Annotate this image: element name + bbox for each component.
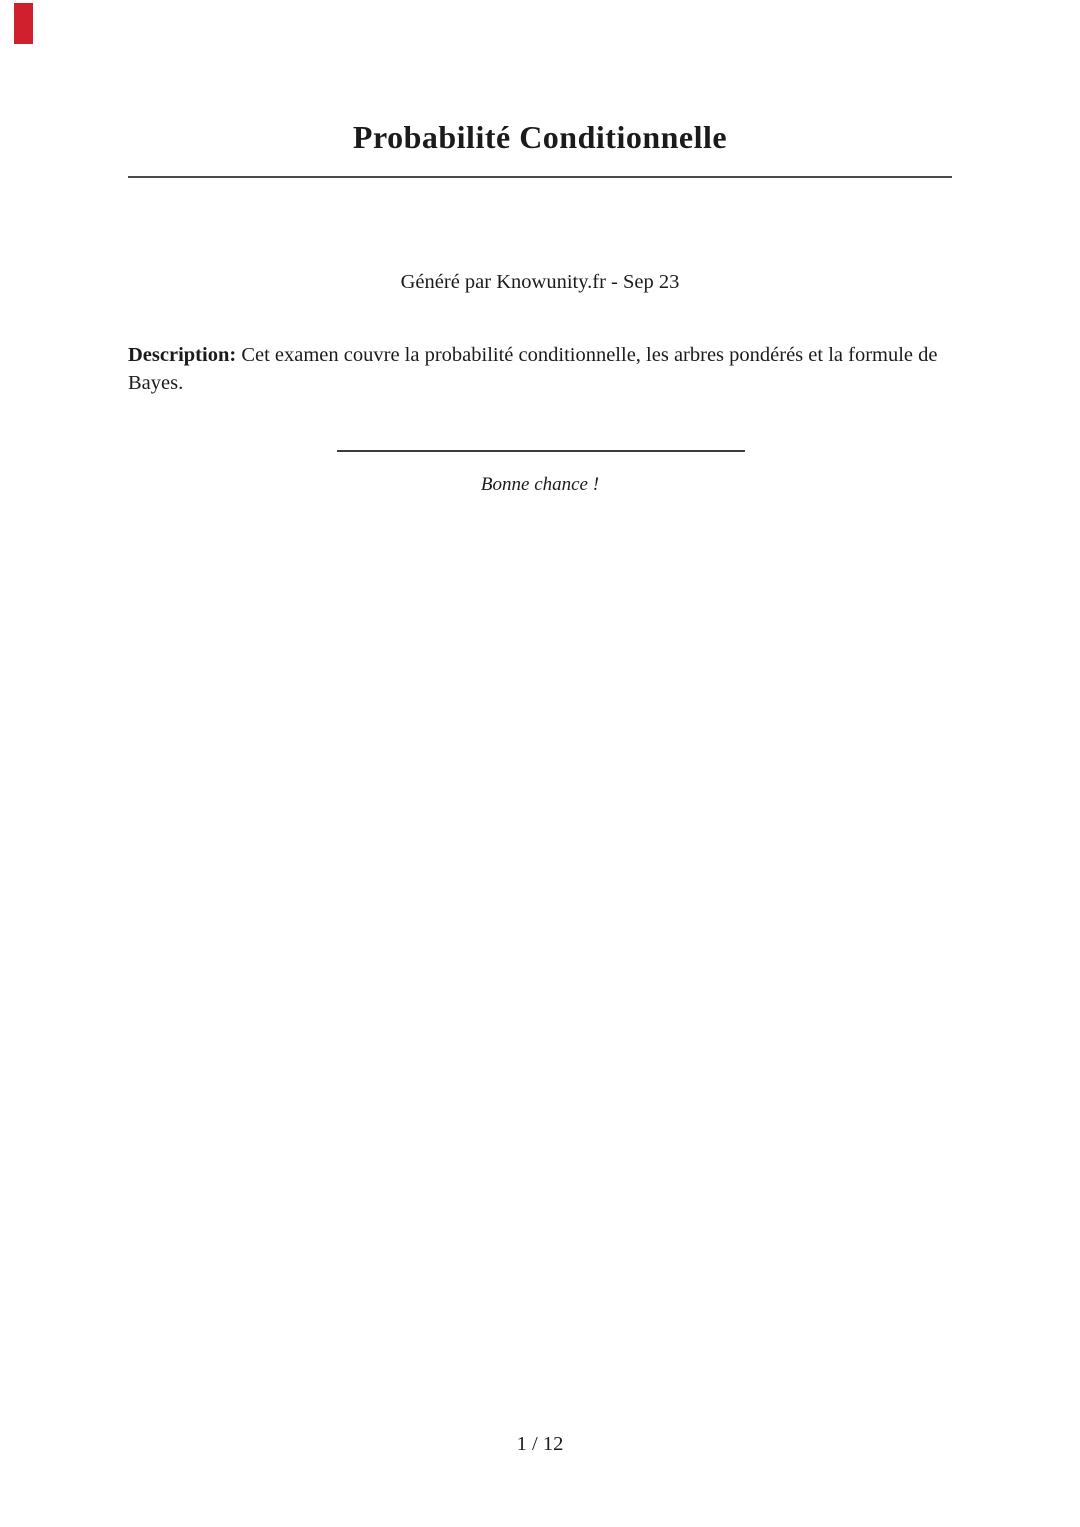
- description-line-2: Bayes.: [128, 372, 184, 394]
- description-paragraph: [128, 341, 952, 397]
- document-title: Probabilité Conditionnelle: [352, 119, 728, 155]
- description-line-1: [128, 341, 952, 369]
- description-label: Description:: [128, 344, 237, 366]
- description-text: Cet examen couvre la probabilité conditionnelle, les arbres pondérés et la formule de: [241, 344, 938, 366]
- page-number: 1 / 12: [516, 1433, 564, 1455]
- section-divider-rule: [337, 450, 745, 452]
- good-luck-note: Bonne chance !: [480, 474, 600, 495]
- red-annotation-mark: [14, 3, 33, 44]
- generated-by-line: Généré par Knowunity.fr - Sep 23: [400, 271, 680, 293]
- title-rule: [128, 176, 952, 178]
